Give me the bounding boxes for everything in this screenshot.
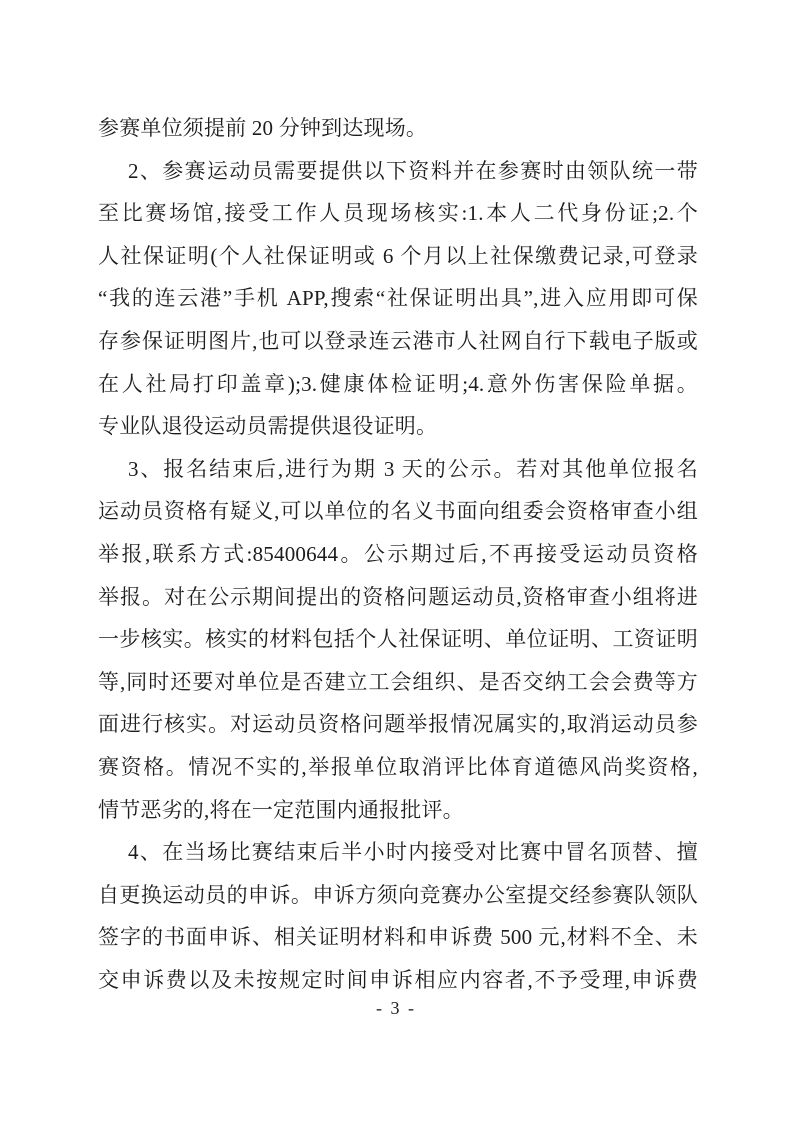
document-line: 4、在当场比赛结束后半小时内接受对比赛中冒名顶替、擅 — [128, 840, 698, 865]
document-line: 面进行核实。对运动员资格问题举报情况属实的,取消运动员参 — [98, 712, 698, 737]
document-line: 2、参赛运动员需要提供以下资料并在参赛时由领队统一带 — [128, 158, 698, 183]
document-line: 专业队退役运动员需提供退役证明。 — [98, 414, 438, 439]
document-line: 在人社局打印盖章);3.健康体检证明;4.意外伤害保险单据。 — [98, 371, 698, 396]
document-line: 等,同时还要对单位是否建立工会组织、是否交纳工会会费等方 — [98, 669, 698, 694]
document-line: 签字的书面申诉、相关证明材料和申诉费 500 元,材料不全、未 — [98, 925, 698, 950]
document-line: 参赛单位须提前 20 分钟到达现场。 — [98, 116, 428, 140]
document-line: 3、报名结束后,进行为期 3 天的公示。若对其他单位报名 — [128, 456, 698, 481]
document-line: 运动员资格有疑义,可以单位的名义书面向组委会资格审查小组 — [98, 499, 698, 524]
document-line: 赛资格。情况不实的,举报单位取消评比体育道德风尚奖资格, — [98, 754, 698, 779]
document-line: 存参保证明图片,也可以登录连云港市人社网自行下载电子版或 — [98, 328, 698, 353]
document-line: 自更换运动员的申诉。申诉方须向竞赛办公室提交经参赛队领队 — [98, 882, 698, 907]
document-line: 举报。对在公示期间提出的资格问题运动员,资格审查小组将进 — [98, 584, 698, 609]
document-line: 至比赛场馆,接受工作人员现场核实:1.本人二代身份证;2.个 — [98, 201, 698, 226]
document-line: 人社保证明(个人社保证明或 6 个月以上社保缴费记录,可登录 — [98, 243, 698, 268]
document-line: 一步核实。核实的材料包括个人社保证明、单位证明、工资证明 — [98, 627, 698, 652]
document-line: 交申诉费以及未按规定时间申诉相应内容者,不予受理,申诉费 — [98, 967, 698, 992]
document-line: 举报,联系方式:85400644。公示期过后,不再接受运动员资格 — [98, 541, 698, 566]
document-line: 情节恶劣的,将在一定范围内通报批评。 — [98, 797, 464, 822]
document-line: “我的连云港”手机 APP,搜索“社保证明出具”,进入应用即可保 — [98, 286, 698, 311]
page-number: - 3 - — [376, 998, 416, 1018]
document-body — [98, 107, 698, 1001]
